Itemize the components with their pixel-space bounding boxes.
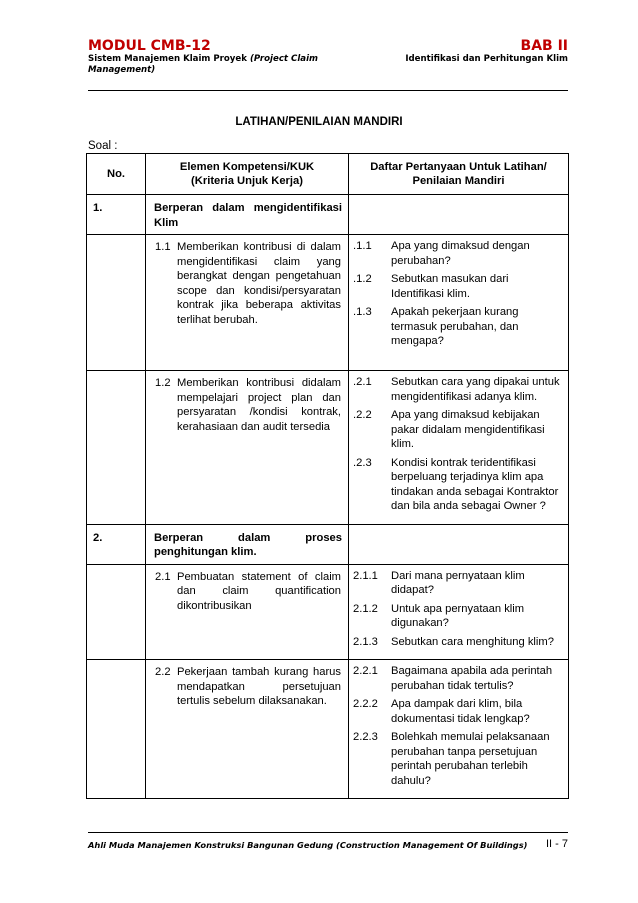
kuk-item: 1.1 Memberikan kontribusi di dalam mengidentifikasi claim yang berangkat dengan pengetahuan scope dan kondisi/persyaratan kontrak jika beberapa aktivitas terlihat berubah. xyxy=(155,241,341,326)
page-title: LATIHAN/PENILAIAN MANDIRI xyxy=(235,116,403,128)
chapter-header xyxy=(348,38,568,65)
kuk-item: 2.2 Pekerjaan tambah kurang harus mendapatkan persetujuan tertulis sebelum dilaksanakan. xyxy=(155,666,341,707)
col-no-header: No. xyxy=(87,154,146,195)
question-item: .2.2 Apa yang dimaksud kebijakan pakar didalam mengidentifikasi klim. xyxy=(353,409,545,450)
module-title: MODUL CMB-12 xyxy=(88,38,211,54)
table-header-row xyxy=(87,154,569,195)
kuk-row xyxy=(87,371,569,525)
question-item: .2.3 Kondisi kontrak teridentifikasi berpeluang terjadinya klim apa tindakan anda sebagai Kontraktor dan bila anda sebagai Owner ? xyxy=(353,456,559,512)
question-item: .2.1 Sebutkan cara yang dipakai untuk mengidentifikasi adanya klim. xyxy=(353,376,560,403)
section-row-2 xyxy=(87,524,569,564)
kuk-item: 1.2 Memberikan kontribusi didalam mempelajari project plan dan persyaratan /kondisi kontrak, kerahasiaan dan audit tersedia xyxy=(155,377,341,433)
question-item: 2.2.2 Apa dampak dari klim, bila dokumentasi tidak lengkap? xyxy=(353,698,530,725)
col-kuk-header: Elemen Kompetensi/KUK (Kriteria Unjuk Kerja) xyxy=(146,154,349,195)
section-title: Berperan dalam proses penghitungan klim. xyxy=(146,524,349,564)
section-number: 2. xyxy=(87,524,146,564)
soal-label: Soal : xyxy=(88,140,118,152)
question-item: 2.2.3 Bolehkah memulai pelaksanaan perubahan tanpa persetujuan perintah perubahan terlebih dahulu? xyxy=(353,731,550,787)
section-title: Berperan dalam mengidentifikasi Klim xyxy=(146,195,349,235)
page-number: II - 7 xyxy=(545,838,568,850)
module-subtitle: Sistem Manajemen Klaim Proyek (Project Claim Management) xyxy=(88,54,318,75)
question-item: 2.1.2 Untuk apa pernyataan klim digunakan? xyxy=(353,602,525,629)
question-item: .1.3 Apakah pekerjaan kurang termasuk perubahan, dan mengapa? xyxy=(353,306,519,347)
question-item: 2.1.1 Dari mana pernyataan klim didapat? xyxy=(353,569,525,596)
kuk-row xyxy=(87,660,569,799)
question-item: .1.2 Sebutkan masukan dari Identifikasi klim. xyxy=(353,273,509,300)
module-header xyxy=(88,38,378,76)
question-item: 2.1.3 Sebutkan cara menghitung klim? xyxy=(353,635,554,648)
chapter-subtitle: Identifikasi dan Perhitungan Klim xyxy=(405,54,568,64)
question-item: .1.1 Apa yang dimaksud dengan perubahan? xyxy=(353,240,530,267)
col-question-header: Daftar Pertanyaan Untuk Latihan/ Penilaian Mandiri xyxy=(349,154,569,195)
section-row-1 xyxy=(87,195,569,235)
footer-divider xyxy=(88,832,568,833)
question-item: 2.2.1 Bagaimana apabila ada perintah perubahan tidak tertulis? xyxy=(353,665,553,692)
header-divider xyxy=(88,90,568,91)
question-table xyxy=(86,153,569,799)
kuk-row xyxy=(87,235,569,371)
kuk-row xyxy=(87,564,569,660)
chapter-title: BAB II xyxy=(520,38,568,54)
kuk-item: 2.1 Pembuatan statement of claim dan claim quantification dikontribusikan xyxy=(155,570,341,612)
section-number: 1. xyxy=(87,195,146,235)
footer-text: Ahli Muda Manajemen Konstruksi Bangunan Gedung (Construction Management Of Buildings) xyxy=(88,840,528,850)
